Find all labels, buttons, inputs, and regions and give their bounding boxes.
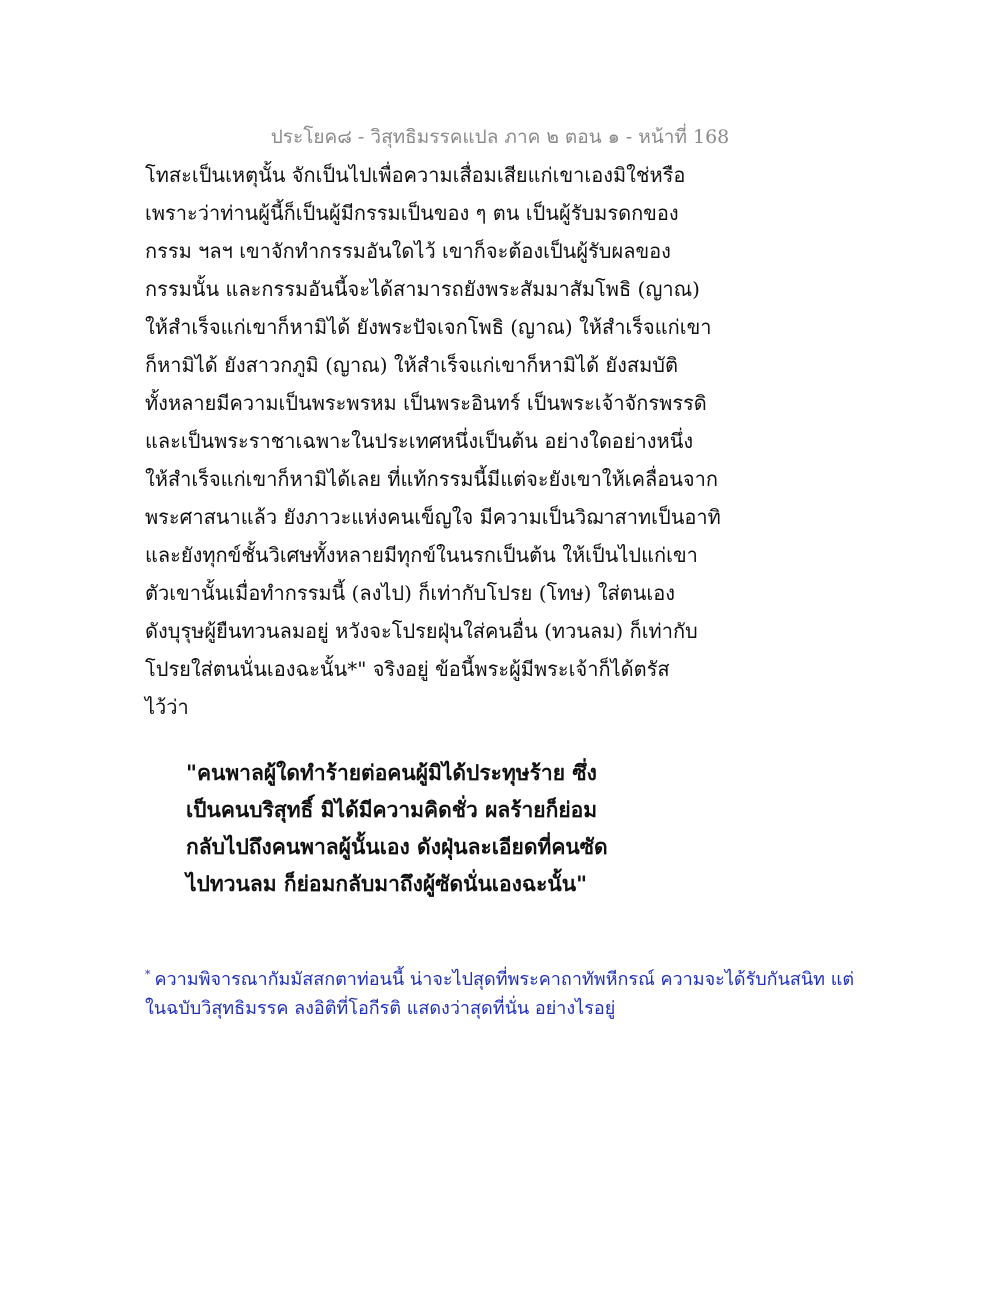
body-text [145,156,865,726]
body-line: ดังบุรุษผู้ยืนทวนลมอยู่ หวังจะโปรยฝุ่นใส่คนอื่น (ทวนลม) ก็เท่ากับ [145,619,698,643]
footnote-line: ในฉบับวิสุทธิมรรค ลงอิติที่โอกีรติ แสดงว่าสุดที่นั่น อย่างไรอยู่ [145,998,616,1019]
verse-quote [186,754,866,902]
body-line: ให้สำเร็จแก่เขาก็หามิได้เลย ที่แท้กรรมนี้มีแต่จะยังเขาให้เคลื่อนจาก [145,467,718,491]
body-line: และเป็นพระราชาเฉพาะในประเทศหนึ่งเป็นต้น อย่างใดอย่างหนึ่ง [145,429,694,453]
footnote-line [145,958,865,992]
body-line: โทสะเป็นเหตุนั้น จักเป็นไปเพื่อความเสื่อมเสียแก่เขาเองมิใช่หรือ [145,163,686,187]
body-line: พระศาสนาแล้ว ยังภาวะแห่งคนเข็ญใจ มีความเป็นวิฌาสาทเป็นอาทิ [145,505,721,529]
page-running-head: ประโยค๘ - วิสุทธิมรรคแปล ภาค ๒ ตอน ๑ - หน้าที่ 168 [270,126,730,148]
body-line: ไว้ว่า [145,695,189,719]
quote-line: เป็นคนบริสุทธิ์ มิได้มีความคิดชั่ว ผลร้ายก็ย่อม [186,797,598,822]
body-line: และยังทุกข์ชั้นวิเศษทั้งหลายมีทุกข์ในนรกเป็นต้น ให้เป็นไปแก่เขา [145,543,698,567]
body-line: โปรยใส่ตนนั่นเองฉะนั้น*" จริงอยู่ ข้อนี้พระผู้มีพระเจ้าก็ได้ตรัส [145,657,670,681]
footnote [145,958,865,1026]
body-line: ทั้งหลายมีความเป็นพระพรหม เป็นพระอินทร์ เป็นพระเจ้าจักรพรรดิ [145,391,707,415]
quote-line: กลับไปถึงคนพาลผู้นั้นเอง ดังฝุ่นละเอียดที่คนซัด [186,834,608,859]
footnote-mark: * [145,968,151,981]
body-line: ให้สำเร็จแก่เขาก็หามิได้ ยังพระปัจเจกโพธิ (ญาณ) ให้สำเร็จแก่เขา [145,315,712,339]
body-line: กรรม ฯลฯ เขาจักทำกรรมอันใดไว้ เขาก็จะต้องเป็นผู้รับผลของ [145,239,671,263]
body-line: ก็หามิได้ ยังสาวกภูมิ (ญาณ) ให้สำเร็จแก่เขาก็หามิได้ ยังสมบัติ [145,353,678,377]
body-line: ตัวเขานั้นเมื่อทำกรรมนี้ (ลงไป) ก็เท่ากับโปรย (โทษ) ใส่ตนเอง [145,581,676,605]
body-line: เพราะว่าท่านผู้นี้ก็เป็นผู้มีกรรมเป็นของ ๆ ตน เป็นผู้รับมรดกของ [145,201,679,225]
quote-line: ไปทวนลม ก็ย่อมกลับมาถึงผู้ซัดนั่นเองฉะนั้น" [186,871,588,896]
body-line: กรรมนั้น และกรรมอันนี้จะได้สามารถยังพระสัมมาสัมโพธิ (ญาณ) [145,277,700,301]
quote-line: "คนพาลผู้ใดทำร้ายต่อคนผู้มิได้ประทุษร้าย ซึ่ง [186,760,597,785]
footnote-text: ความพิจารณากัมมัสสกตาท่อนนี้ น่าจะไปสุดที่พระคาถาทัพหีกรณ์ ความจะได้รับกันสนิท แต่ [154,969,855,990]
